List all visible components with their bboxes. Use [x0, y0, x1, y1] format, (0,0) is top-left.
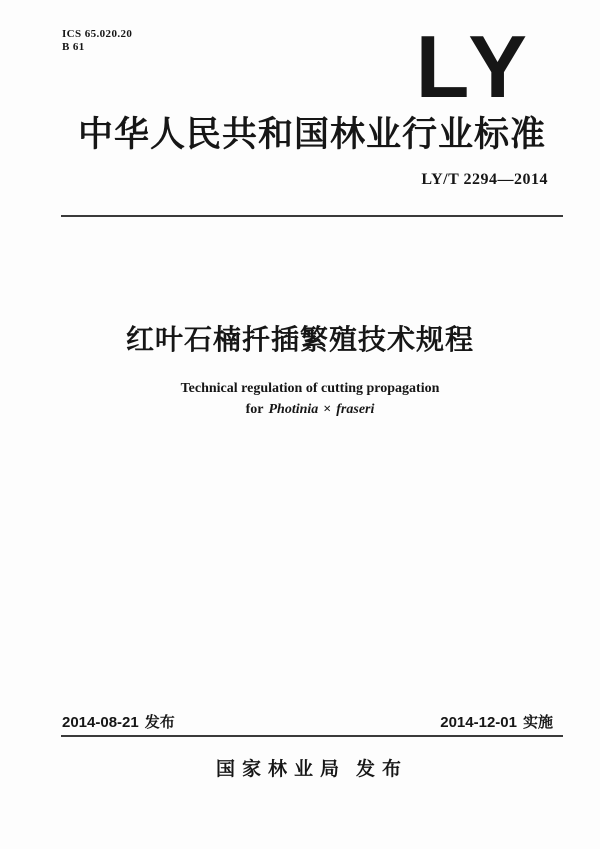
implement-date: 2014-12-01 [440, 714, 517, 731]
latin-genus: Photinia [268, 402, 319, 417]
date-row [62, 713, 553, 733]
latin-species: fraseri [336, 402, 375, 417]
issue-label: 发布 [144, 714, 175, 731]
publisher-action: 发布 [356, 759, 409, 780]
header-divider-line [61, 215, 563, 217]
issue-date-item [62, 713, 175, 733]
publisher-name: 国家林业局 [215, 759, 346, 780]
document-title-chinese: 红叶石楠扦插繁殖技术规程 [125, 324, 474, 355]
issue-date: 2014-08-21 [62, 714, 139, 731]
ly-standard-logo: LY [415, 17, 534, 116]
ics-classification-block [62, 28, 132, 54]
classification-code: B 61 [62, 41, 85, 53]
document-title-english [20, 378, 600, 420]
standard-org-title: 中华人民共和国林业行业标准 [77, 115, 546, 154]
implement-label: 实施 [522, 714, 553, 731]
implement-date-item [440, 713, 553, 733]
english-title-line2 [20, 399, 600, 420]
standard-number: LY/T 2294—2014 [421, 171, 548, 188]
footer-divider-line [61, 735, 563, 737]
publisher-row [61, 758, 563, 782]
english-title-line1: Technical regulation of cutting propagation [180, 381, 440, 396]
hybrid-multiplication-sign: × [323, 402, 332, 417]
ics-code: ICS 65.020.20 [62, 28, 133, 40]
english-title-prefix: for [245, 402, 264, 417]
